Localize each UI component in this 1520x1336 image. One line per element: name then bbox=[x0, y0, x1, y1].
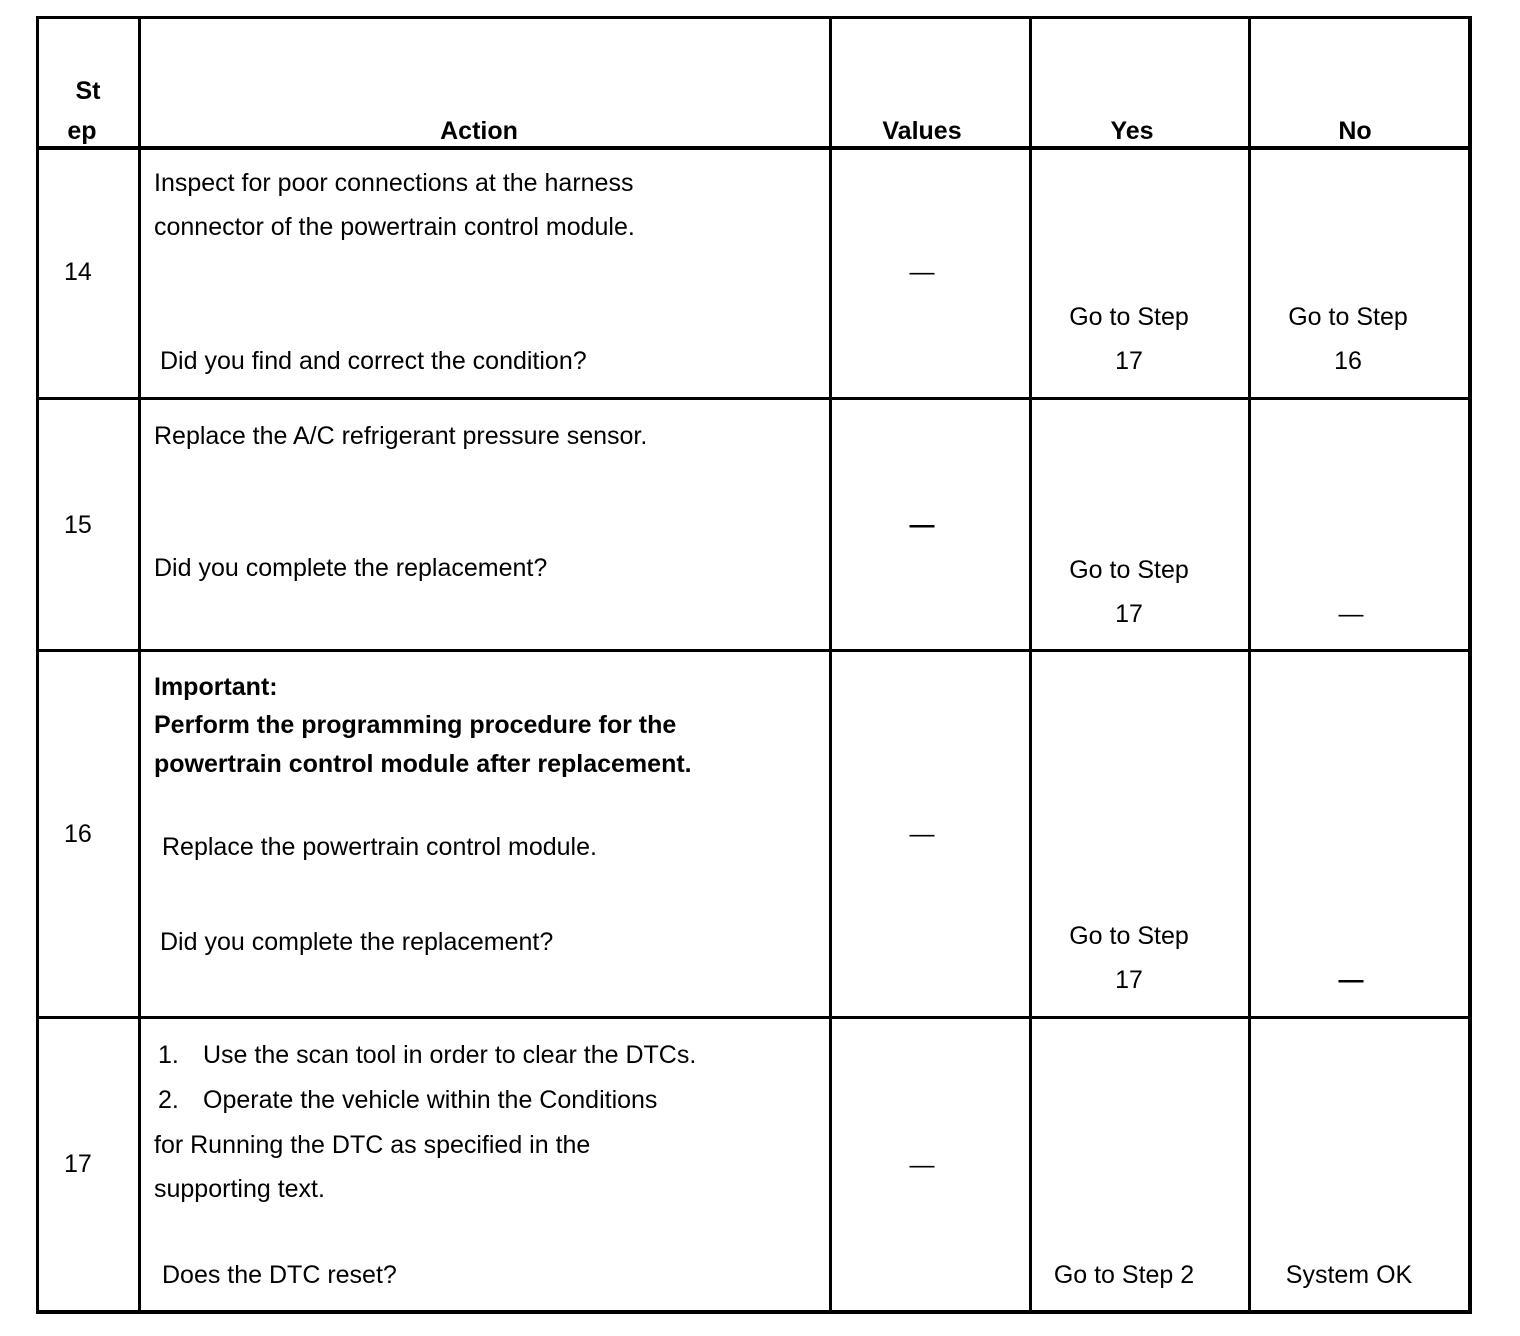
header-values: Values bbox=[882, 117, 962, 145]
yes-cell: 17 bbox=[1115, 966, 1143, 994]
values-cell: — bbox=[909, 511, 935, 539]
list-item-text: Use the scan tool in order to clear the DTCs. bbox=[203, 1041, 697, 1069]
table-border-top bbox=[36, 16, 1472, 19]
yes-cell: Go to Step 2 bbox=[1053, 1261, 1195, 1289]
table-border-right bbox=[1468, 16, 1472, 1314]
no-cell: — bbox=[1338, 966, 1364, 994]
header-step-line1: St bbox=[75, 77, 101, 105]
no-cell: 16 bbox=[1334, 347, 1362, 375]
action-text: Inspect for poor connections at the harness bbox=[154, 169, 634, 197]
table-border-left bbox=[36, 16, 39, 1314]
no-cell: System OK bbox=[1285, 1261, 1413, 1289]
yes-cell: Go to Step bbox=[1069, 922, 1189, 950]
header-divider bbox=[36, 146, 1472, 150]
values-cell: — bbox=[909, 1151, 935, 1179]
list-item-text: for Running the DTC as specified in the bbox=[154, 1131, 591, 1159]
header-no: No bbox=[1338, 117, 1372, 145]
list-item-text: Operate the vehicle within the Conditions bbox=[203, 1086, 658, 1114]
yes-cell: Go to Step bbox=[1069, 303, 1189, 331]
list-item-text: supporting text. bbox=[154, 1175, 325, 1203]
step-number: 15 bbox=[64, 511, 92, 539]
row-divider bbox=[36, 1016, 1472, 1019]
action-text: connector of the powertrain control module. bbox=[154, 213, 635, 241]
action-question: Does the DTC reset? bbox=[162, 1261, 397, 1289]
important-title: Important: bbox=[154, 673, 278, 701]
header-action: Action bbox=[440, 117, 518, 145]
values-cell: — bbox=[909, 820, 935, 848]
yes-cell: 17 bbox=[1115, 347, 1143, 375]
action-question: Did you complete the replacement? bbox=[160, 928, 554, 956]
action-question: Did you complete the replacement? bbox=[154, 554, 548, 582]
action-text: Replace the A/C refrigerant pressure sensor. bbox=[154, 422, 648, 450]
list-item-number: 1. bbox=[158, 1041, 179, 1069]
header-yes: Yes bbox=[1110, 117, 1154, 145]
row-divider bbox=[36, 397, 1472, 400]
important-text: Perform the programming procedure for the bbox=[154, 711, 677, 739]
yes-cell: Go to Step bbox=[1069, 556, 1189, 584]
action-text: Replace the powertrain control module. bbox=[162, 833, 597, 861]
column-divider bbox=[1029, 16, 1032, 1314]
column-divider bbox=[1248, 16, 1251, 1314]
row-divider bbox=[36, 649, 1472, 652]
no-cell: — bbox=[1338, 600, 1364, 628]
header-step-line2: ep bbox=[67, 117, 97, 145]
diagnostic-table bbox=[36, 16, 1472, 1314]
step-number: 17 bbox=[64, 1150, 92, 1178]
table-border-bottom bbox=[36, 1310, 1472, 1314]
column-divider bbox=[829, 16, 832, 1314]
action-question: Did you find and correct the condition? bbox=[160, 347, 587, 375]
step-number: 16 bbox=[64, 820, 92, 848]
no-cell: Go to Step bbox=[1288, 303, 1408, 331]
list-item-number: 2. bbox=[158, 1086, 179, 1114]
important-text: powertrain control module after replacement. bbox=[154, 750, 692, 778]
values-cell: — bbox=[909, 258, 935, 286]
column-divider bbox=[138, 16, 141, 1314]
step-number: 14 bbox=[64, 258, 92, 286]
yes-cell: 17 bbox=[1115, 600, 1143, 628]
